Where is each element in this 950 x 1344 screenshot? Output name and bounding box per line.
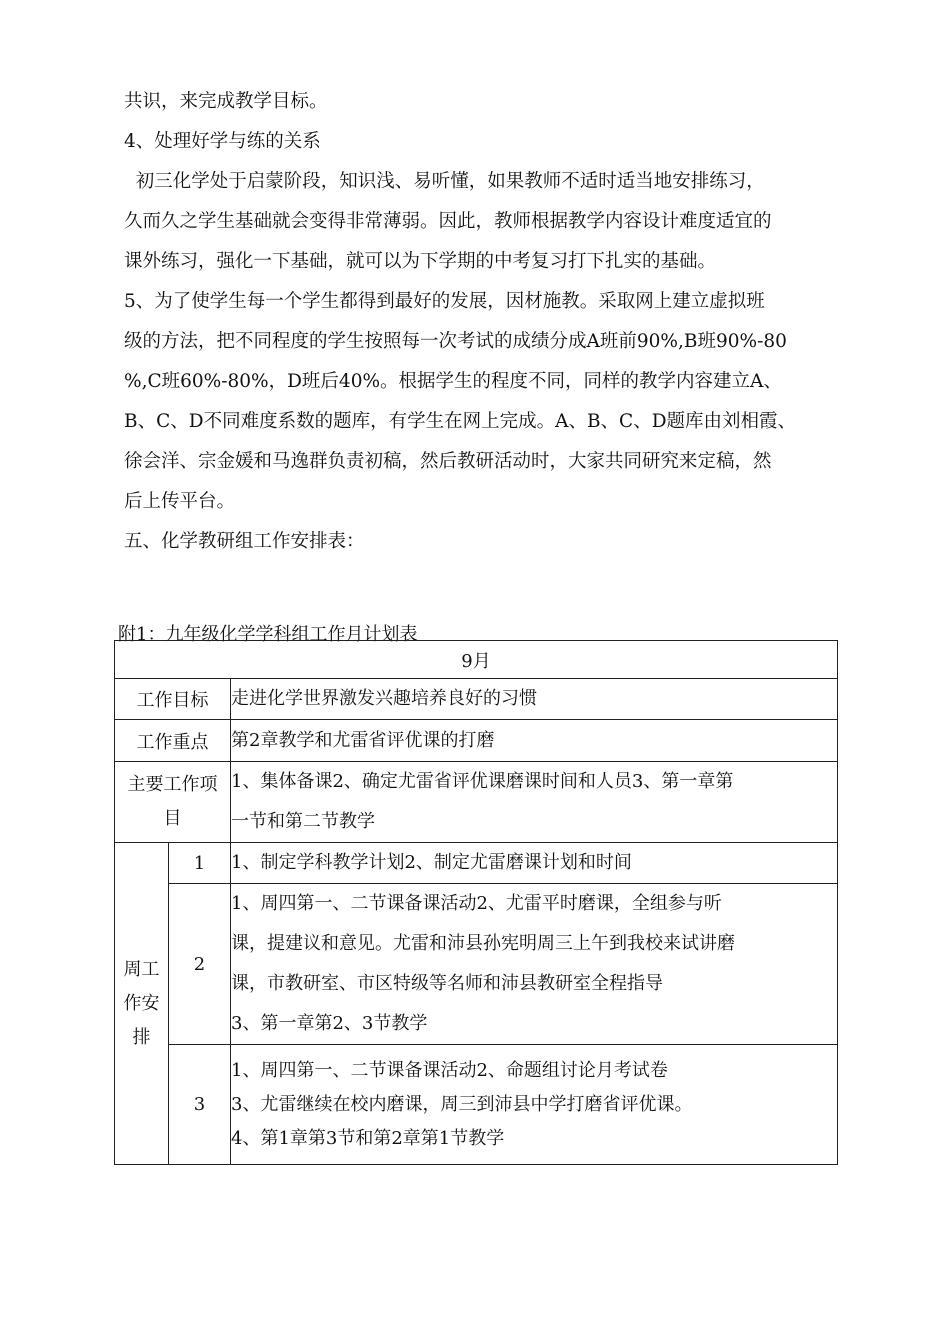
table-row [115,679,838,720]
week-content [231,843,838,884]
paragraph-line: 后上传平台。 [124,491,236,512]
paragraph-line: 级的方法，把不同程度的学生按照每一次考试的成绩分成A班前90%,B班90%-80 [124,331,787,352]
section-heading-4: 4、处理好学与练的关系 [124,131,321,152]
goal-label: 工作目标 [115,679,231,720]
week-content [231,1045,838,1165]
paragraph-line: %,C班60%-80%，D班后40%。根据学生的程度不同，同样的教学内容建立A、 [124,371,782,392]
items-value [231,762,838,843]
table-row [115,720,838,762]
week-line: 3、第一章第2、3节教学 [231,1013,428,1034]
week-content [231,884,838,1045]
items-label [115,762,231,843]
week-schedule-label [115,843,169,1165]
paragraph-line: 5、为了使学生每一个学生都得到最好的发展，因材施教。采取网上建立虚拟班 [124,291,765,312]
table-caption: 附1：九年级化学学科组工作月计划表 [118,624,418,645]
goal-value: 走进化学世界激发兴趣培养良好的习惯 [231,679,838,720]
table-row [115,1045,838,1165]
items-label-line: 目 [163,808,182,829]
table-row [115,843,838,884]
week-line: 1、周四第一、二节课备课活动2、尤雷平时磨课，全组参与听 [231,893,722,914]
week-label-line: 作安 [123,992,160,1014]
focus-value: 第2章教学和尤雷省评优课的打磨 [231,720,838,762]
week-label-line: 周工 [123,958,160,980]
paragraph-line: 课外练习，强化一下基础，就可以为下学期的中考复习打下扎实的基础。 [124,251,717,272]
focus-label: 工作重点 [115,720,231,762]
paragraph-line: B、C、D不同难度系数的题库，有学生在网上完成。A、B、C、D题库由刘相霞、 [124,411,797,432]
table-row [115,884,838,1045]
table-row [115,762,838,843]
week-line: 3、尤雷继续在校内磨课，周三到沛县中学打磨省评优课。 [231,1093,693,1115]
week-number: 3 [169,1045,231,1165]
month-header: 9月 [115,641,838,679]
week-number: 2 [169,884,231,1045]
monthly-plan-table [114,640,838,1165]
paragraph-line: 久而久之学生基础就会变得非常薄弱。因此，教师根据教学内容设计难度适宜的 [124,211,772,232]
paragraph-line: 徐会洋、宗金媛和马逸群负责初稿，然后教研活动时，大家共同研究来定稿，然 [124,451,772,472]
table-row [115,641,838,679]
paragraph-line: 共识，来完成教学目标。 [124,91,328,112]
week-line: 课，提建议和意见。尤雷和沛县孙宪明周三上午到我校来试讲磨 [231,933,735,954]
items-label-line: 主要工作项 [127,774,218,795]
week-line: 4、第1章第3节和第2章第1节教学 [231,1127,505,1149]
week-line: 课，市教研室、市区特级等名师和沛县教研室全程指导 [231,973,663,994]
week-line: 1、周四第一、二节课备课活动2、命题组讨论月考试卷 [231,1059,668,1081]
week-number: 1 [169,843,231,884]
week-label-line: 排 [132,1026,151,1048]
items-line: 一节和第二节教学 [231,811,375,832]
items-line: 1、集体备课2、确定尤雷省评优课磨课时间和人员3、第一章第 [231,771,734,792]
section-heading-5: 五、化学教研组工作安排表： [124,531,365,552]
paragraph-line: 初三化学处于启蒙阶段，知识浅、易听懂，如果教师不适时适当地安排练习， [124,171,765,192]
week-line: 1、制定学科教学计划2、制定尤雷磨课计划和时间 [231,852,632,873]
